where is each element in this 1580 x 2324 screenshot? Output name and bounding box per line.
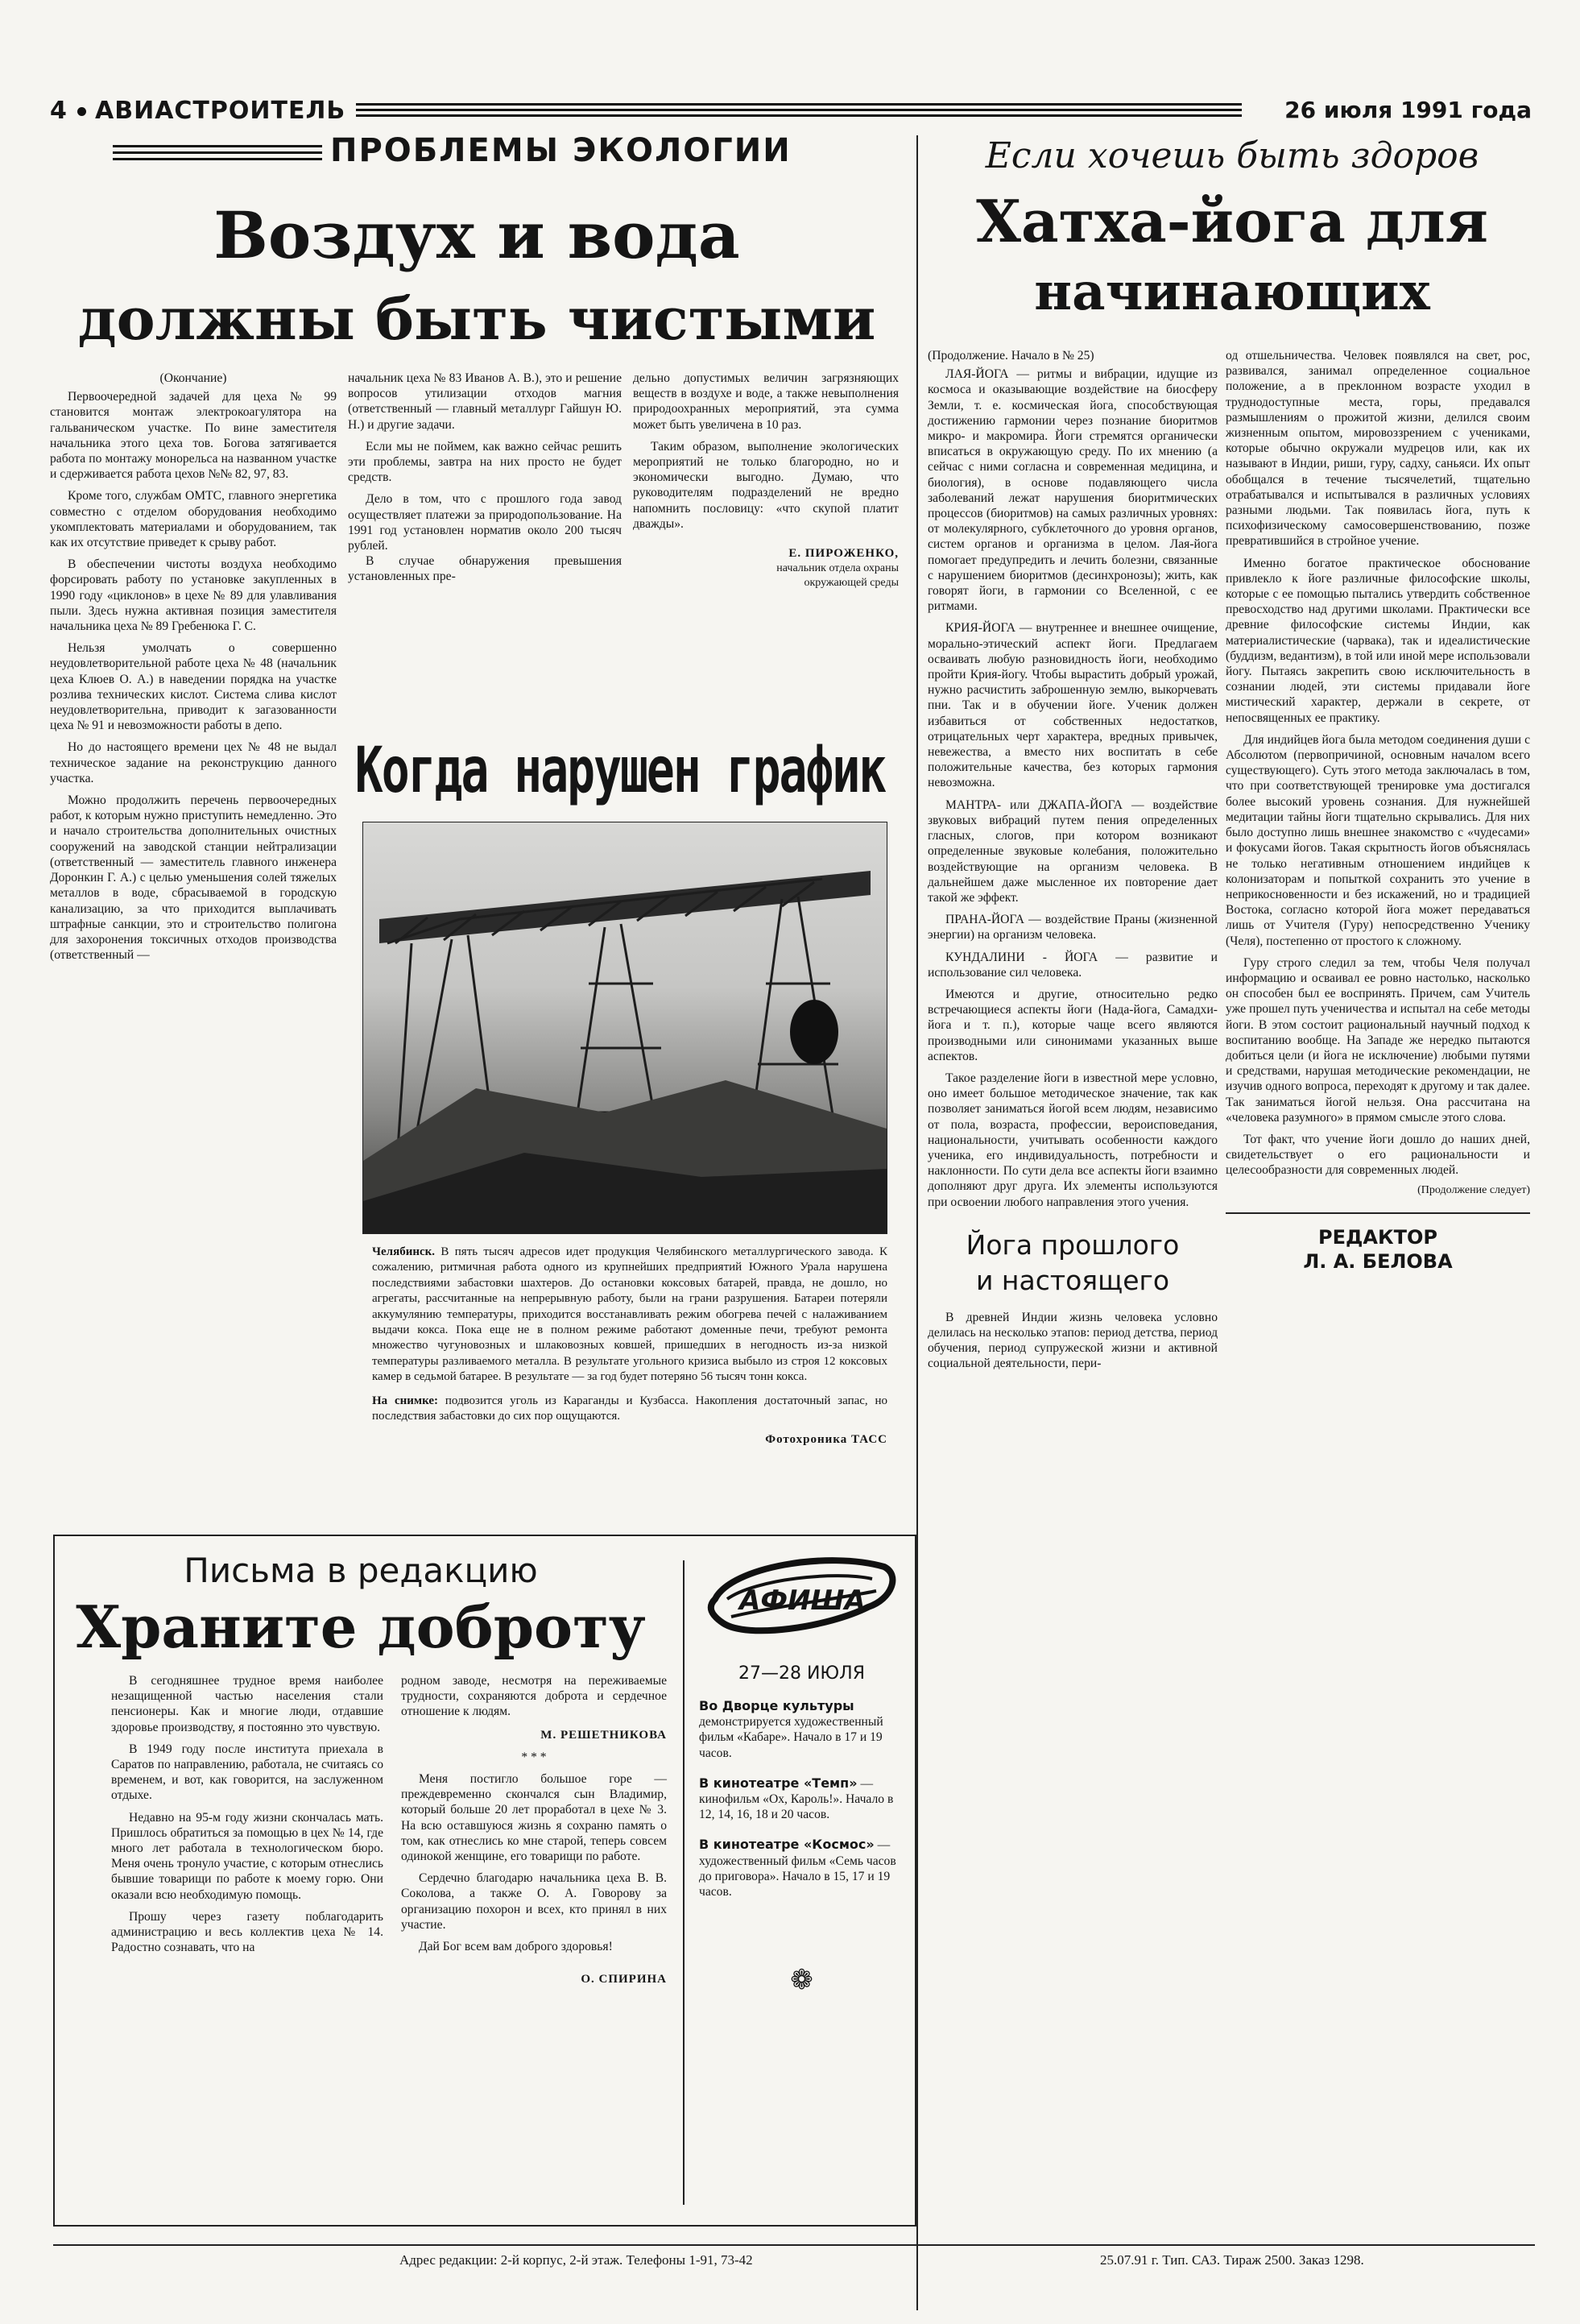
paragraph: Прошу через газету поблагодарить администрацию и весь коллектив цеха № 14. Радостно сознавать, что на: [111, 1909, 383, 1955]
paragraph: Именно богатое практическое обоснование привлекло к йоге различные философские школы, которые с ее помощью пытались утвердить собственное превосходство над другими школами. Практически все древние философские системы Индии, как материалистические (чарвака), так и идеалистические (буддизм, ведантизм), в той или иной мере использовали йогу. Пытаясь закрепить свою исключительность в сознании людей, эти системы придавали йоге мистический характер, держали в секрете, от непосвященных ее практику.: [1226, 556, 1530, 725]
ecology-col1: [50, 371, 337, 963]
masthead-rule: [356, 103, 1242, 106]
crane-illustration: [363, 822, 887, 1233]
paragraph: Сердечно благодарю начальника цеха В. В. Соколова, а также О. А. Говорову за организацию похорон и всех, кто принял в них участие.: [401, 1871, 667, 1932]
letters-title: Храните доброту: [76, 1593, 646, 1661]
paragraph: КУНДАЛИНИ - ЙОГА — развитие и использование сил человека.: [928, 950, 1218, 980]
signer: М. РЕШЕТНИКОВА: [540, 1728, 667, 1742]
photo-label: На снимке:: [372, 1394, 439, 1407]
yoga-subhead-line1: Йога прошлого: [966, 1228, 1180, 1261]
bullet-icon: [77, 107, 86, 116]
rubric-rule: [113, 158, 322, 160]
ecology-author-role: окружающей среды: [804, 577, 899, 590]
masthead: [50, 97, 1532, 129]
ecology-title-line2: должны быть чистыми: [77, 284, 876, 353]
yoga-col2: [1226, 348, 1530, 1274]
afisha-venue: В кинотеатре «Космос»: [699, 1837, 875, 1853]
afisha-venue: Во Дворце культуры: [699, 1698, 854, 1713]
paragraph: В обеспечении чистоты воздуха необходимо форсировать работу по установке закупленных в 1990 году «циклонов» в цехе № 89 для улавливания пыли. Здесь нужна активная позиция заместителя начальника цеха № 89 Гребенюка Г. С.: [50, 557, 337, 634]
ecology-author: Е. ПИРОЖЕНКО,: [788, 547, 899, 561]
masthead-rule: [356, 109, 1242, 111]
afisha-venue: В кинотеатре «Темп»: [699, 1775, 858, 1791]
letters-rubric: Письма в редакцию: [184, 1551, 538, 1590]
caption-text: В пять тысяч адресов идет продукция Челябинского металлургического завода. К сожалению, ритмичная работа одного из крупнейших предприятий Южного Урала нарушена последствиями забастовки шахтеров. До остановки коксовых батарей, правда, не дошло, но агрегаты, рассчитанные на непрерывную работу, были на грани разрушения. Батареи потеряли аккумулянию температуры, приходится восстанавливать режим обогрева печей с налаживанием выдачи кокса. Пока еще не в полном режиме работают доменные печи, требуют ремонта множество чугуновозных и шлаковозных ковшей, пришедших в негодность из-за низкой температуры разливаемого металла. В результате угольного кризиса выбыло из строя 12 коксовых камер в седьмой батарее. В результате — за год будет потеряно 56 тысяч тонн кокса.: [372, 1245, 888, 1384]
paragraph: В сегодняшнее трудное время наиболее незащищенной частью населения стали пенсионеры. Как и многие люди, отдавшие здоровье производству, я постоянно это чувствую.: [111, 1674, 383, 1734]
afisha-item: [699, 1698, 904, 1761]
box-divider: [683, 1560, 685, 2205]
paragraph: В случае обнаружения превышения установленных пре-: [348, 554, 622, 584]
paragraph: КРИЯ-ЙОГА — внутреннее и внешнее очищение, морально-этический аспект йоги. Предлагаем осваивать любую разновидность йоги, необходимо пройти Крия-йогу. Чтобы вырастить добрый урожай, нужно расчистить заброшенную землю, выкорчевать пни. Так и в обучении йоге. Ученик должен избавиться от собственных недостатков, отрицательных черт характера, вредных привычек, невежества, а вместо них воспитать в себе положительные качества, без которых гармония невозможна.: [928, 621, 1218, 790]
letters-col2: [401, 1673, 667, 1987]
paragraph: дельно допустимых величин загрязняющих веществ в воздухе и воде, а также невыполнения природоохранных мероприятий, эта сумма может быть увеличена в 10 раз.: [633, 371, 899, 432]
paragraph: В древней Индии жизнь человека условно делилась на несколько этапов: период детства, период обучения, период супружеской жизни и активной социальной деятельности, пери-: [928, 1310, 1218, 1371]
yoga-subhead: [928, 1228, 1218, 1299]
paragraph: Можно продолжить перечень первоочередных работ, к которым нужно приступить немедленно. Это и начало строительства дополнительных очистных сооружений на заводской станции нейтрализации (ответственный — заместитель главного инженера Доронкин Г. А.) с целью уменьшения солей тяжелых металлов в воде, сбрасываемой в городскую канализацию, за что приходится выплачивать штрафные санкции, это и строительство полигона для захоронения токсичных отходов производства (ответственный —: [50, 793, 337, 963]
paragraph: В 1949 году после института приехала в Саратов по направлению, работала, не считаясь со временем, и вот, как говорится, на заслуженном отдыхе.: [111, 1742, 383, 1803]
rubric-rule: [113, 151, 322, 154]
yoga-col1: [928, 348, 1218, 1372]
afisha-item: [699, 1837, 904, 1899]
issue-date: 26 июля 1991 года: [1284, 97, 1532, 123]
yoga-kicker: Если хочешь быть здоров: [985, 135, 1479, 176]
editor-name: Л. А. БЕЛОВА: [1303, 1249, 1453, 1273]
paragraph: ПРАНА-ЙОГА — воздействие Праны (жизненной энергии) на организм человека.: [928, 913, 1218, 942]
rubric-rule: [113, 145, 322, 147]
paragraph: Первоочередной задачей для цеха № 99 становится монтаж электрокоагулятора на гальваническом участке. По вине заместителя начальника этого цеха тов. Богова затягивается работа по монтажу монорельса на названном участке и сдерживается работа цехов №№ 82, 97, 83.: [50, 390, 337, 482]
continuation-note: (Продолжение. Начало в № 25): [928, 349, 1094, 362]
paragraph: Таким образом, выполнение экологических мероприятий не только благородно, но и экономически выгодно. Думаю, что руководителям подразделений не вредно напомнить пословицу: «что скупой платит дважды».: [633, 439, 899, 531]
ecology-rubric: ПРОБЛЕМЫ ЭКОЛОГИИ: [330, 132, 792, 169]
continued-note: (Продолжение следует): [1417, 1183, 1530, 1196]
yoga-headline: [926, 185, 1538, 327]
letters-box: [53, 1535, 916, 2227]
paragraph: Имеются и другие, относительно редко встречающиеся аспекты йоги (Нада-йога, Самадхи-йога и т. п.), которые чаще всего являются производными или синонимами указанных выше аспектов.: [928, 987, 1218, 1063]
footer-address: Адрес редакции: 2-й корпус, 2-й этаж. Телефоны 1-91, 73-42: [399, 2252, 753, 2268]
caption-city: Челябинск.: [372, 1245, 436, 1258]
schedule-photo: [362, 822, 887, 1234]
paragraph: Если мы не поймем, как важно сейчас решить эти проблемы, завтра на них просто не будет средств.: [348, 439, 622, 485]
schedule-caption: [372, 1245, 887, 1448]
page-number: 4: [50, 97, 67, 125]
paragraph: МАНТРА- или ДЖАПА-ЙОГА — воздействие звуковых вибраций путем пения определенных гласных, слогов, при котором возникают определенные звуковые колебания, положительно воздействующие на организм человека. В дальнейшем даже мысленное их повторение дает такой же эффект.: [928, 797, 1218, 905]
paragraph: Меня постигло большое горе — преждевременно скончался сын Владимир, который больше 20 лет проработал в цехе № 3. На всю оставшуюся жизнь я сохраню память о том, как отнеслись ко мне старой, теперь совсем одинокой женщине, его товарищи по работе.: [401, 1772, 667, 1864]
afisha-text: — художественный фильм «Семь часов до приговора». Начало в 15, 17 и 19 часов.: [699, 1838, 896, 1899]
paragraph: од отшельничества. Человек появлялся на свет, рос, развивался, занимал определенное социальное положение, а в преклонном возрасте уходил в труднодоступные места, горы, предавался размышлениям о прожитой жизни, делился своим жизненным опытом, мировоззрением с учениками, которые обычно окружали мудрецов или, как их называют в Индии, риши, гуру, садху, саньяси. Их опыт обобщался в течение тысячелетий, тщательно отрабатывался и испытывался в различных условиях разными людьми. Так появилась йога, путь к психофизическому самосовершенствованию, позже превратившийся в стройное учение.: [1226, 349, 1530, 549]
paragraph: начальник цеха № 83 Иванов А. В.), это и решение вопросов утилизации отходов магния (ответственный — главный металлург Гайшун Ю. Н.) и другие задачи.: [348, 371, 622, 432]
ornament-icon: ❁: [790, 1966, 813, 1996]
ecology-col2: [348, 371, 622, 585]
ecology-continuation-note: (Окончание): [159, 371, 227, 385]
ecology-title-line1: Воздух и вода: [213, 197, 740, 273]
paper-name: АВИАСТРОИТЕЛЬ: [95, 97, 346, 125]
paragraph: Недавно на 95-м году жизни скончалась мать. Пришлось обратиться за помощью в цех № 14, где много лет работала в технологическом бюро. Меня очень тронуло участие, с которым отнеслись бывшие товарищи по работе к моему горю. Они оказали всю необходимую помощь.: [111, 1810, 383, 1902]
yoga-subhead-line2: и настоящего: [975, 1264, 1170, 1296]
footer-print-info: 25.07.91 г. Тип. САЗ. Тираж 2500. Заказ 1298.: [1100, 2252, 1364, 2268]
schedule-title: Когда нарушен график: [354, 733, 886, 807]
afisha-logo-text: АФИША: [739, 1585, 866, 1617]
separator: * * *: [521, 1750, 547, 1764]
ecology-col3: [633, 371, 899, 590]
paragraph: Дело в том, что с прошлого года завод осуществляет платежи за природопользование. На 1991 год установлен норматив около 200 тысяч рублей.: [348, 492, 622, 553]
afisha: [699, 1551, 904, 1996]
paragraph: Но до настоящего времени цех № 48 не выдал техническое задание на реконструкцию данного участка.: [50, 740, 337, 785]
paragraph: Для индийцев йога была методом соединения души с Абсолютом (первопричиной, основным началом всего существующего). Суть этого метода заключалась в том, что при соответствующей тренировке ума достигался более высокий уровень сознания. Для нужнейшей медитации тайны йоги тщательно скрывались. Для них было доступно лишь внешнее знакомство с «чудесами» и фокусами йогов. Такая скрытность йогов объяснялась не только негативным отношением индийцев к колонизаторам и попыткой сохранить это учение в неприкосновенности и без искажений, но и традицией Востока, согласно которой йога может передаваться лишь от Учителя (Гуру) непосредственно Ученику (Челя), постепенно от простого к сложному.: [1226, 732, 1530, 948]
paragraph: Кроме того, службам ОМТС, главного энергетика совместно с отделом оборудования необходимо укомплектовать материалами и оборудованием, так как их отсутствие приведет к срыву работ.: [50, 489, 337, 550]
photo-credit: Фотохроника ТАСС: [765, 1433, 887, 1447]
ecology-author-role: начальник отдела охраны: [776, 562, 899, 575]
editor-label: РЕДАКТОР: [1318, 1225, 1437, 1249]
afisha-item: [699, 1775, 904, 1823]
paragraph: Такое разделение йоги в известной мере условно, оно имеет большое методическое значение, так как позволяет заниматься йогой всем людям, независимо от пола, возраста, профессии, вероисповедания, национальности, учитывать особенности каждого ученика, его индивидуальность, потребности и наклонности. По сути дела все аспекты йоги взаимно дополняют друг друга. Их элементы используются при освоении любого направления этого учения.: [928, 1071, 1218, 1209]
paragraph: Нельзя умолчать о совершенно неудовлетворительной работе цеха № 48 (начальник цеха Клюев О. А.) в наведении порядка на участке розлива технических кислот. Система слива кислот неудовлетворительна, приводит к загазованности цеха № 91 и невозможности работы в депо.: [50, 641, 337, 733]
photo-text: подвозится уголь из Караганды и Кузбасса. Накопления достаточный запас, но последствия забастовки до сих пор ощущаются.: [372, 1394, 887, 1423]
masthead-rule: [356, 114, 1242, 117]
ecology-headline: [50, 193, 904, 361]
yoga-title-line2: начинающих: [1034, 262, 1430, 322]
afisha-text: — кинофильм «Ох, Кароль!». Начало в 12, 14, 16, 18 и 20 часов.: [699, 1776, 894, 1822]
paragraph: Тот факт, что учение йоги дошло до наших дней, свидетельствует о его рациональности и целесообразности для современных людей.: [1226, 1132, 1530, 1178]
column-rule: [916, 135, 918, 2310]
editor-box: [1226, 1212, 1530, 1274]
paragraph: Гуру строго следил за тем, чтобы Челя получал информацию и осваивал ее ровно настолько, насколько он способен был ее воспринять. Причем, сам Учитель уже прошел путь ученичества и испытал на себе методы йоги. В этом состоит рациональный научный подход к воспитанию вообще. На Западе же нередко пытаются добиться цели (и йога не исключение) любыми путями и средствами, нарушая методические рекомендации, не изучив одного вопроса, переходят к другому и так далее. Так заниматься йогой нельзя. Она рассчитана на «человека разумного» в прямом смысле этого слова.: [1226, 955, 1530, 1125]
ecology-rubric-bar: [113, 132, 886, 169]
signer: О. СПИРИНА: [581, 1973, 667, 1986]
afisha-text: демонстрируется художественный фильм «Кабаре». Начало в 17 и 19 часов.: [699, 1715, 883, 1760]
paragraph: Дай Бог всем вам доброго здоровья!: [419, 1940, 613, 1954]
footer: [53, 2244, 1535, 2270]
paragraph: родном заводе, несмотря на переживаемые трудности, сохраняются доброта и сердечное отношение к людям.: [401, 1674, 667, 1719]
letters-col1: [111, 1673, 383, 1955]
afisha-date: 27—28 ИЮЛЯ: [738, 1663, 866, 1684]
yoga-title-line1: Хатха-йога для: [976, 187, 1488, 255]
afisha-logo: [699, 1551, 904, 1647]
paragraph: ЛАЯ-ЙОГА — ритмы и вибрации, идущие из космоса и оказывающие воздействие на биосферу Земли, т. е. космическая йога, способствующая достижению гармонии через познание биоритмов микро- и макромира. Йоги стремятся органически вписаться в окружающую среду. По их мнению (а сейчас с ними согласна и современная медицина, и биология), в основе подавляющего числа заболеваний лежат нарушения биоритмических процессов (биоритмов) на самых различных уровнях: от молекулярного, субклеточного до уровня органов, систем органов и организма в целом. Лая-йога помогает предупредить и лечить болезни, связанные с нарушением биоритмов (десинхронозы); жить, как говорят йоги, в гармонии со Вселенной, с ее ритмами.: [928, 367, 1218, 614]
